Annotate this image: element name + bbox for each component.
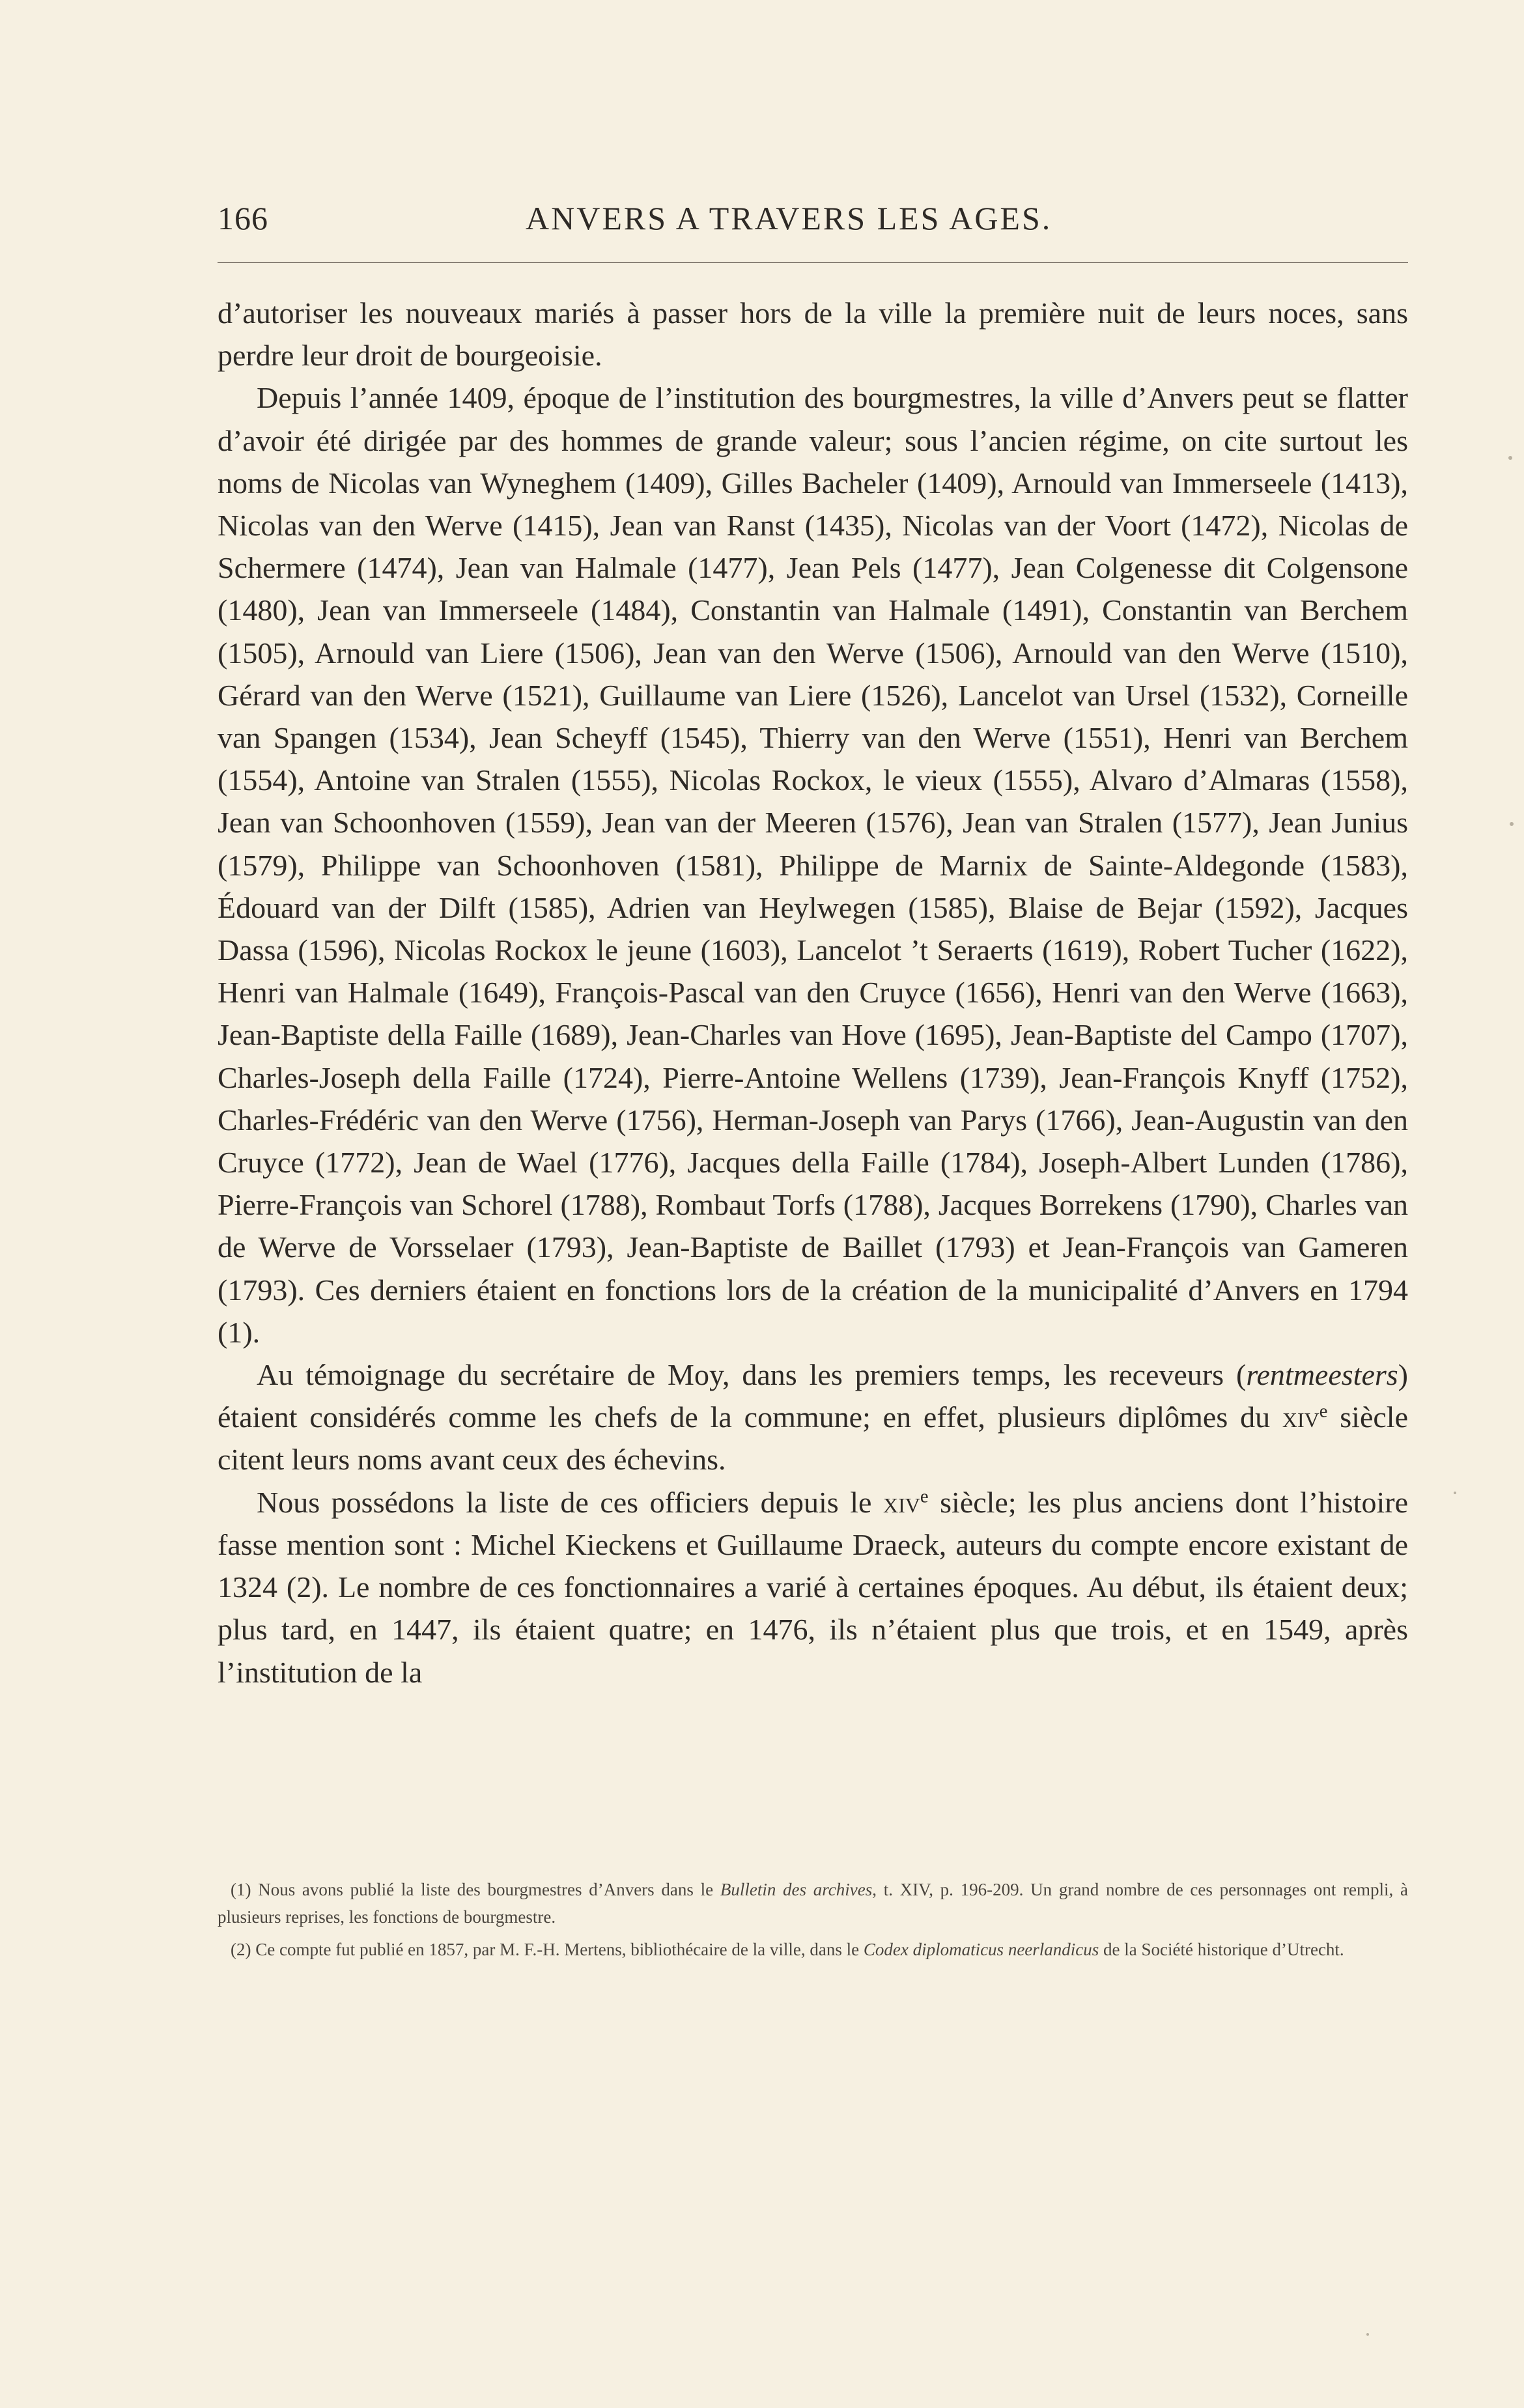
paragraph-3-text-a: Au témoignage du secrétaire de Moy, dans les premiers temps, les receveurs (	[257, 1358, 1247, 1392]
footnote-2-text-b: de la Société historique d’Utrecht.	[1099, 1940, 1344, 1959]
paragraph-4-text-a: Nous possédons la liste de ces officiers depuis le	[257, 1485, 884, 1519]
footnote-1	[218, 1876, 1408, 1931]
footnote-1-text-b: , t. XIV, p. 196-209. Un grand nombre de ces personnages ont rempli, à plusieurs reprises, les fonctions de bourgmestre.	[218, 1880, 1408, 1927]
paragraph-4-superscript: e	[920, 1486, 929, 1507]
running-title: ANVERS A TRAVERS LES AGES.	[526, 200, 1052, 236]
paragraph-3-text-c: siècle citent leurs noms avant ceux des échevins.	[218, 1400, 1408, 1477]
footnote-1-text-a: (1) Nous avons publié la liste des bourgmestres d’Anvers dans le	[231, 1880, 720, 1899]
paragraph-4-text-b: siècle; les plus anciens dont l’histoire fasse mention sont : Michel Kieckens et Guillaume Draeck, auteurs du compte encore existant de 1324 (2). Le nombre de ces fonctionnaires a varié à certaines époques. Au début, ils étaient deux; plus tard, en 1447, ils étaient quatre; en 1476, ils n’étaient plus que trois, et en 1549, après l’institution de la	[218, 1485, 1409, 1689]
header-rule	[218, 262, 1408, 263]
paper-speck	[1508, 456, 1512, 460]
footnote-2-text-a: (2) Ce compte fut publié en 1857, par M. F.-H. Mertens, bibliothécaire de la ville, dans le	[231, 1940, 864, 1959]
paper-speck	[1366, 2333, 1369, 2336]
paragraph-4	[218, 1481, 1408, 1693]
page-header	[218, 195, 1408, 248]
footnote-1-italic: Bulletin des archives	[720, 1880, 873, 1899]
paragraph-3-text-b: ) étaient considérés comme les chefs de la commune; en effet, plusieurs diplômes du	[218, 1358, 1408, 1434]
footnote-2	[218, 1936, 1408, 1963]
paragraph-1: d’autoriser les nouveaux mariés à passer hors de la ville la première nuit de leurs noces, sans perdre leur droit de bourgeoisie.	[218, 296, 1408, 373]
paragraph-2: Depuis l’année 1409, époque de l’institution des bourgmestres, la ville d’Anvers peut se flatter d’avoir été dirigée par des hommes de grande valeur; sous l’ancien régime, on cite surtout les noms de Nicolas van Wyneghem (1409), Gilles Bacheler (1409), Arnould van Immerseele (1413), Nicolas van den Werve (1415), Jean van Ranst (1435), Nicolas van der Voort (1472), Nicolas de Schermere (1474), Jean van Halmale (1477), Jean Pels (1477), Jean Colgenesse dit Colgensone (1480), Jean van Immerseele (1484), Constantin van Halmale (1491), Constantin van Berchem (1505), Arnould van Liere (1506), Jean van den Werve (1506), Arnould van den Werve (1510), Gérard van den Werve (1521), Guillaume van Liere (1526), Lancelot van Ursel (1532), Corneille van Spangen (1534), Jean Scheyff (1545), Thierry van den Werve (1551), Henri van Berchem (1554), Antoine van Stralen (1555), Nicolas Rockox, le vieux (1555), Alvaro d’Almaras (1558), Jean van Schoonhoven (1559), Jean van der Meeren (1576), Jean van Stralen (1577), Jean Junius (1579), Philippe van Schoonhoven (1581), Philippe de Marnix de Sainte-Aldegonde (1583), Édouard van der Dilft (1585), Adrien van Heylwegen (1585), Blaise de Bejar (1592), Jacques Dassa (1596), Nicolas Rockox le jeune (1603), Lancelot ’t Seraerts (1619), Robert Tucher (1622), Henri van Halmale (1649), François-Pascal van den Cruyce (1656), Henri van den Werve (1663), Jean-Baptiste della Faille (1689), Jean-Charles van Hove (1695), Jean-Baptiste del Campo (1707), Charles-Joseph della Faille (1724), Pierre-Antoine Wellens (1739), Jean-François Knyff (1752), Charles-Frédéric van den Werve (1756), Herman-Joseph van Parys (1766), Jean-Augustin van den Cruyce (1772), Jean de Wael (1776), Jacques della Faille (1784), Joseph-Albert Lunden (1786), Pierre-François van Schorel (1788), Rombaut Torfs (1788), Jacques Borrekens (1790), Charles van de Werve de Vorsselaer (1793), Jean-Baptiste de Baillet (1793) et Jean-François van Gameren (1793). Ces derniers étaient en fonctions lors de la création de la municipalité d’Anvers en 1794 (1).	[218, 381, 1408, 1349]
footnote-2-italic: Codex diplomaticus neerlandicus	[863, 1940, 1099, 1959]
body-text	[218, 292, 1408, 1693]
page-number: 166	[218, 200, 268, 236]
paper-speck	[1454, 1492, 1456, 1494]
paragraph-3-superscript: e	[1319, 1401, 1328, 1422]
paragraph-3-century: xiv	[1282, 1400, 1319, 1434]
footnotes	[218, 1876, 1408, 1968]
paragraph-3	[218, 1353, 1408, 1481]
paragraph-4-century: xiv	[883, 1485, 920, 1519]
paper-speck	[1510, 822, 1514, 826]
paragraph-3-italic-term: rentmeesters	[1246, 1358, 1398, 1392]
